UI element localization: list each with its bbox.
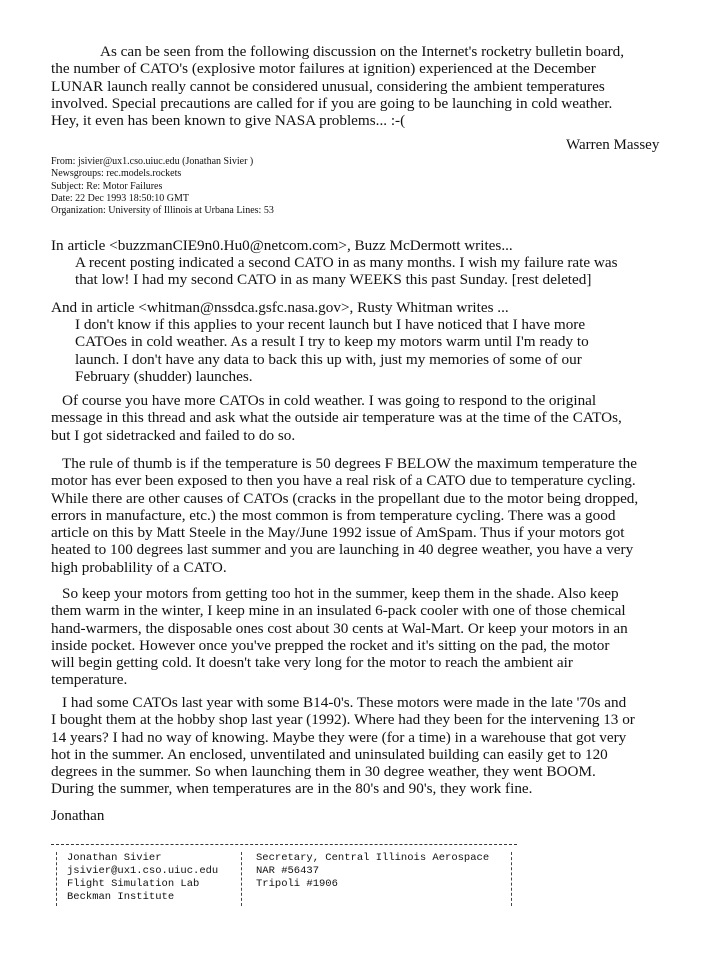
sig-right-line: Secretary, Central Illinois Aerospace (256, 852, 490, 864)
quote-line: CATOes in cold weather. As a result I try to keep my motors warm until I'm ready to (75, 333, 589, 351)
quote-line: A recent posting indicated a second CATO in as many months. I wish my failure rate was (75, 254, 618, 271)
quote2-attribution: And in article <whitman@nssdca.gsfc.nasa.gov>, Rusty Whitman writes ... (51, 299, 509, 316)
header-newsgroups: Newsgroups: rec.models.rockets (51, 168, 182, 180)
paragraph-line: Of course you have more CATOs in cold weather. I was going to respond to the original (62, 392, 597, 409)
paragraph-line: will begin getting cold. It doesn't take very long for the motor to reach the ambient air (51, 654, 573, 672)
paragraph-line: heated to 100 degrees last summer and you are launching in 40 degree weather, you have a very (51, 541, 634, 559)
sig-left-border (56, 852, 57, 906)
sig-left-line: Jonathan Sivier (67, 852, 162, 864)
intro-line: As can be seen from the following discussion on the Internet's rocketry bulletin board, (100, 43, 625, 60)
intro-line: the number of CATO's (explosive motor failures at ignition) experienced at the December (51, 60, 596, 78)
sig-right-line: Tripoli #1906 (256, 878, 338, 890)
sig-divider (241, 852, 242, 906)
paragraph-line: I had some CATOs last year with some B14-0's. These motors were made in the late '70s and (62, 694, 627, 711)
header-from: From: jsivier@ux1.cso.uiuc.edu (Jonathan Sivier ) (51, 156, 254, 167)
paragraph-line: temperature. (51, 671, 128, 689)
paragraph-line: motor has ever been exposed to then you have a real risk of a CATO due to temperature cycling. (51, 472, 636, 490)
paragraph-line: inside pocket. However once you've prepped the rocket and it's sitting on the pad, the motor (51, 636, 610, 654)
header-date: Date: 22 Dec 1993 18:50:10 GMT (51, 192, 190, 204)
quote-line: launch. I don't have any data to back this up with, just my memories of some of our (75, 350, 582, 368)
paragraph-line: hot in the summer. An enclosed, unventilated and uninsulated building can easily get to 120 (51, 745, 608, 763)
header-subject: Subject: Re: Motor Failures (51, 180, 163, 192)
paragraph-line: So keep your motors from getting too hot in the summer, keep them in the shade. Also keep (62, 585, 619, 602)
paragraph-1 (51, 392, 671, 444)
quote1-block (75, 254, 675, 289)
paragraph-line: message in this thread and ask what the outside air temperature was at the time of the CATOs, (51, 409, 622, 427)
sig-top-border (51, 844, 517, 845)
intro-line: Hey, it even has been known to give NASA problems... :-( (51, 112, 406, 130)
paragraph-line: errors in manufacture, etc.) the most common is from temperature cycling. There was a good (51, 506, 616, 524)
quote-line: I don't know if this applies to your recent launch but I have noticed that I have more (75, 316, 586, 333)
sig-right-line: NAR #56437 (256, 865, 320, 877)
paragraph-2 (51, 455, 671, 576)
paragraph-line: While there are other causes of CATOs (cracks in the propellant due to the motor being dropped, (51, 489, 639, 507)
sig-left-line: Beckman Institute (67, 891, 175, 903)
sig-left-line: jsivier@ux1.cso.uiuc.edu (67, 865, 219, 877)
sig-left-line: Flight Simulation Lab (67, 878, 200, 890)
quote1-attribution: In article <buzzmanCIE9n0.Hu0@netcom.com>, Buzz McDermott writes... (51, 237, 513, 254)
quote-line: that low! I had my second CATO in as many WEEKS this past Sunday. [rest deleted] (75, 271, 592, 289)
paragraph-line: The rule of thumb is if the temperature is 50 degrees F BELOW the maximum temperature the (62, 455, 637, 472)
intro-author: Warren Massey (566, 137, 660, 153)
paragraph-line: I bought them at the hobby shop last year (1992). Where had they been for the intervening 13 or (51, 711, 635, 729)
paragraph-line: hand-warmers, the disposable ones cost about 30 cents at Wal-Mart. Or keep your motors in an (51, 619, 628, 637)
paragraph-line: but I got sidetracked and failed to do so. (51, 426, 296, 444)
paragraph-line: them warm in the winter, I keep mine in an insulated 6-pack cooler with one of those chemical (51, 602, 626, 620)
intro-line: LUNAR launch really cannot be considered unusual, considering the ambient temperatures (51, 77, 605, 95)
closing-name: Jonathan (51, 808, 105, 824)
paragraph-line: 14 years? I had no way of knowing. Maybe they were (for a time) in a warehouse that got very (51, 728, 627, 746)
quote-line: February (shudder) launches. (75, 367, 253, 385)
paragraph-4 (51, 694, 671, 798)
paragraph-3 (51, 585, 671, 689)
message-header (51, 156, 274, 217)
sig-right-border (511, 852, 512, 906)
paragraph-line: article on this by Matt Steele in the May/June 1992 issue of AmSpam. Thus if your motors got (51, 524, 625, 542)
intro-line: involved. Special precautions are called for if you are going to be launching in cold weather. (51, 94, 613, 112)
paragraph-line: During the summer, when temperatures are in the 80's and 90's, they work fine. (51, 780, 533, 798)
paragraph-line: degrees in the summer. So when launching them in 30 degree weather, they went BOOM. (51, 763, 596, 781)
paragraph-line: high probablility of a CATO. (51, 558, 227, 576)
header-organization: Organization: University of Illinois at Urbana Lines: 53 (51, 205, 274, 217)
intro-paragraph (51, 43, 671, 129)
quote2-block (75, 316, 675, 385)
